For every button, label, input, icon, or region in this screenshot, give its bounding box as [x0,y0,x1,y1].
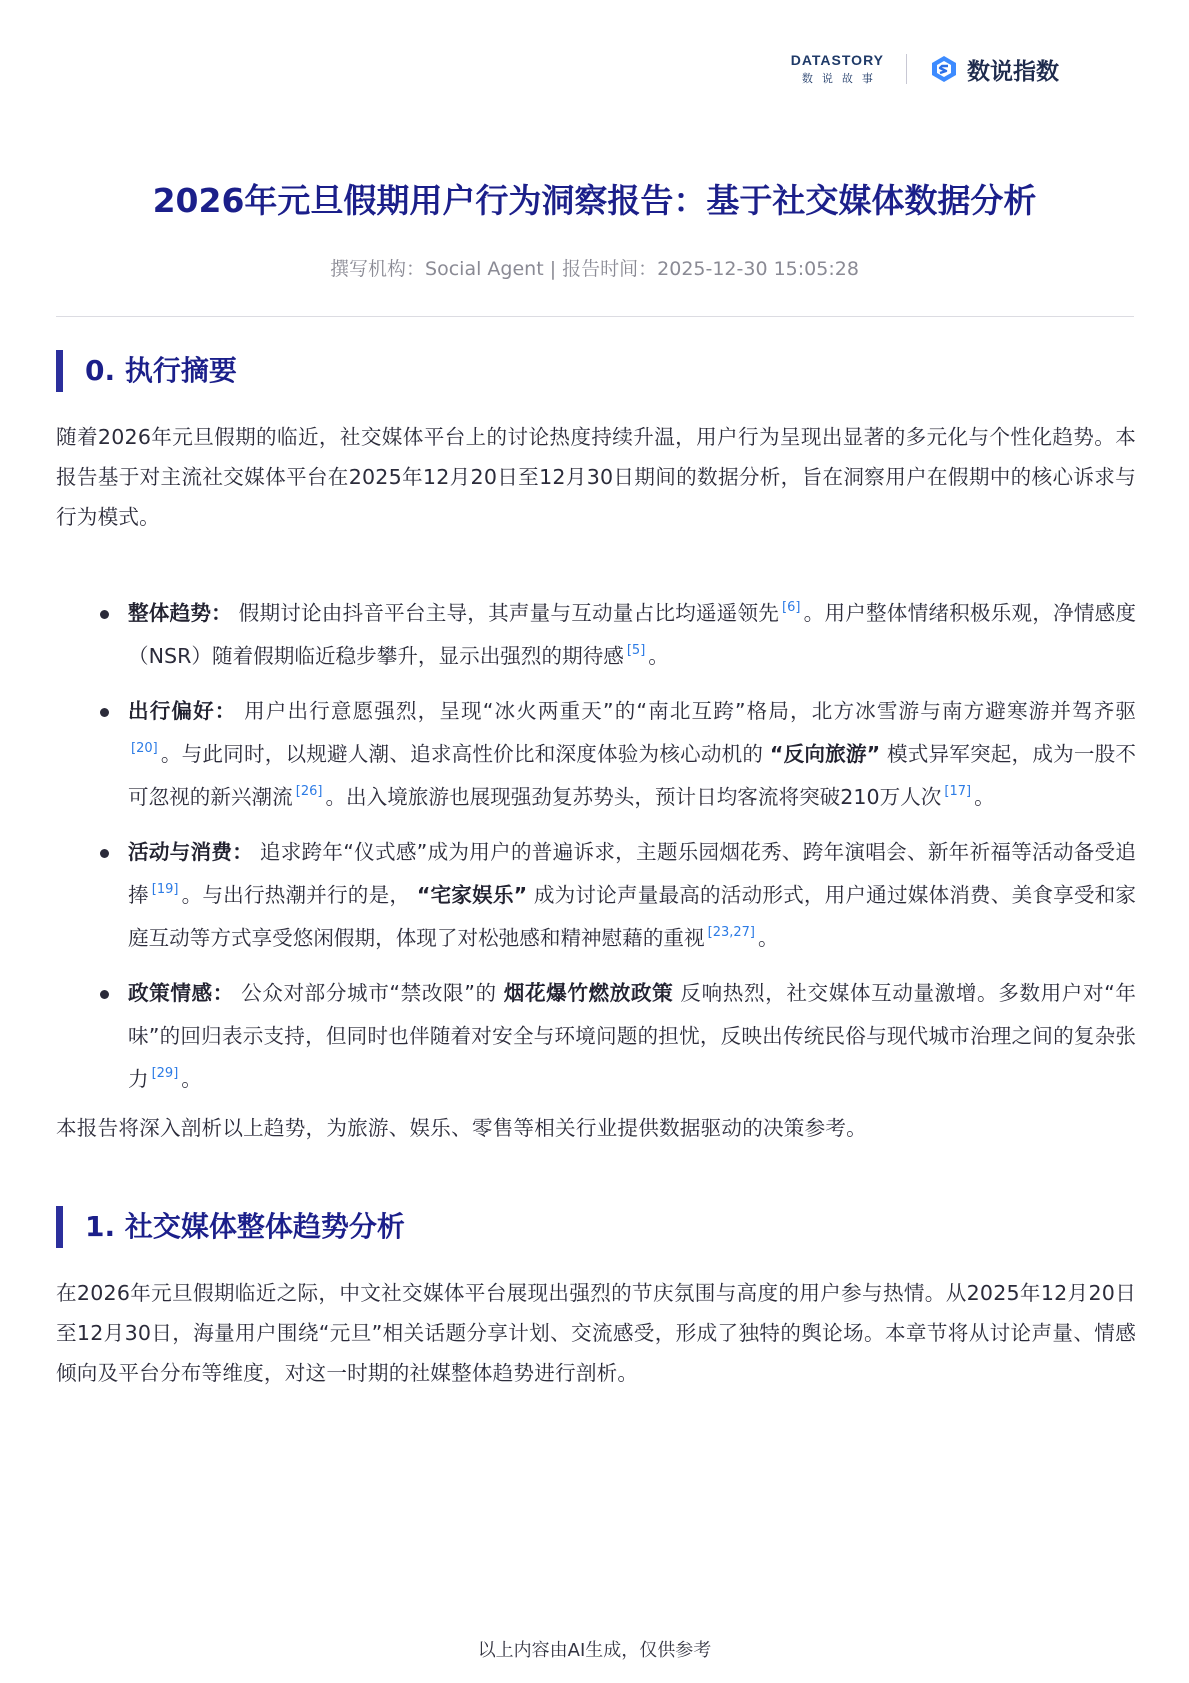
bullet-activity-consumption [56,831,1136,960]
shuoshuo-logo-icon [929,54,959,84]
section-0-conclusion: 本报告将深入剖析以上趋势，为旅游、娱乐、零售等相关行业提供数据驱动的决策参考。 [56,1116,867,1140]
section-1-intro: 在2026年元旦假期临近之际，中文社交媒体平台展现出强烈的节庆氛围与高度的用户参与热情。从2025年12月20日至12月30日，海量用户围绕“元旦”相关话题分享计划、交流感受，形成了独特的舆论场。本章节将从讨论声量、情感倾向及平台分布等维度，对这一时期的社媒整体趋势进行剖析。 [56,1281,1136,1385]
datastory-logo [791,52,884,86]
bullet-dot [100,849,109,858]
bullet-text: 。与出行热潮并行的是， [181,883,417,907]
header-logos [791,52,1059,86]
ai-disclaimer: 以上内容由AI生成，仅供参考 [477,1640,712,1661]
bullet-text: 反响热烈，社交媒体互动量激增。多数用户对“年味”的回归表示支持，但同时也伴随着对安全与环境问题的担忧，反映出传统民俗与现代城市治理之间的复杂张力 [128,981,1137,1091]
bullet-text: 。出入境旅游也展现强劲复苏势头，预计日均客流将突破210万人次 [325,785,942,809]
citation-link[interactable]: [5] [626,643,646,658]
citation-link[interactable]: [23,27] [707,925,755,940]
section-0-heading: 0. 执行摘要 [56,350,1056,392]
bullet-text: 。 [648,644,669,668]
bullet-dot [100,990,109,999]
bullet-text: 。与此同时，以规避人潮、追求高性价比和深度体验为核心动机的 [160,742,770,766]
bullet-highlight: “反向旅游” [769,742,881,766]
bullet-policy-sentiment [56,972,1136,1101]
logo-divider [906,54,907,84]
bullet-label: 活动与消费： [128,840,254,864]
summary-bullet-list [56,592,1136,1113]
shuoshuo-index-logo [929,53,1059,86]
citation-link[interactable]: [6] [782,600,801,615]
report-title: 2026年元旦假期用户行为洞察报告：基于社交媒体数据分析 [152,181,1037,220]
bullet-text: 。用户整体情绪积极乐观，净情感度（NSR）随着假期临近稳步攀升，显示出强烈的期待感 [128,601,1137,668]
section-1-heading: 1. 社交媒体整体趋势分析 [56,1206,1056,1248]
report-meta: 撰写机构：Social Agent | 报告时间：2025-12-30 15:05:28 [330,258,859,280]
bullet-text: 。 [974,785,995,809]
bullet-dot [100,610,109,619]
bullet-label: 整体趋势： [128,601,232,625]
datastory-logo-en: DATASTORY [790,52,884,68]
bullet-text: 成为讨论声量最高的活动形式，用户通过媒体消费、美食享受和家庭互动等方式享受悠闲假期，体现了对松弛感和精神慰藉的重视 [128,883,1137,950]
citation-link[interactable]: [29] [151,1066,179,1081]
citation-link[interactable]: [26] [295,784,323,799]
bullet-highlight: 烟花爆竹燃放政策 [503,981,674,1005]
bullet-text: 。 [181,1067,202,1091]
bullet-travel-preference [56,690,1136,819]
bullet-text: 模式异军突起，成为一股不可忽视的新兴潮流 [128,742,1136,809]
bullet-label: 出行偏好： [128,699,237,723]
section-0-intro: 随着2026年元旦假期的临近，社交媒体平台上的讨论热度持续升温，用户行为呈现出显著的多元化与个性化趋势。本报告基于对主流社交媒体平台在2025年12月20日至12月30日期间的数据分析，旨在洞察用户在假期中的核心诉求与行为模式。 [56,425,1136,529]
citation-link[interactable]: [17] [944,784,972,799]
bullet-text: 追求跨年“仪式感”成为用户的普遍诉求，主题乐园烟花秀、跨年演唱会、新年祈福等活动备受追捧 [128,840,1136,907]
bullet-text: 。 [758,926,779,950]
bullet-dot [100,708,109,717]
bullet-text: 假期讨论由抖音平台主导，其声量与互动量占比均遥遥领先 [231,601,780,625]
citation-link[interactable]: [19] [151,882,179,897]
bullet-label: 政策情感： [128,981,234,1005]
bullet-text: 公众对部分城市“禁改限”的 [233,981,504,1005]
bullet-highlight: “宅家娱乐” [416,883,528,907]
header-divider [56,316,1134,317]
bullet-text: 用户出行意愿强烈，呈现“冰火两重天”的“南北互跨”格局，北方冰雪游与南方避寒游并驾齐驱 [236,699,1137,723]
bullet-overall-trend [56,592,1136,678]
datastory-logo-cn: 数说故事 [801,72,882,85]
citation-link[interactable]: [20] [131,741,158,756]
shuoshuo-logo-text: 数说指数 [967,58,1059,85]
